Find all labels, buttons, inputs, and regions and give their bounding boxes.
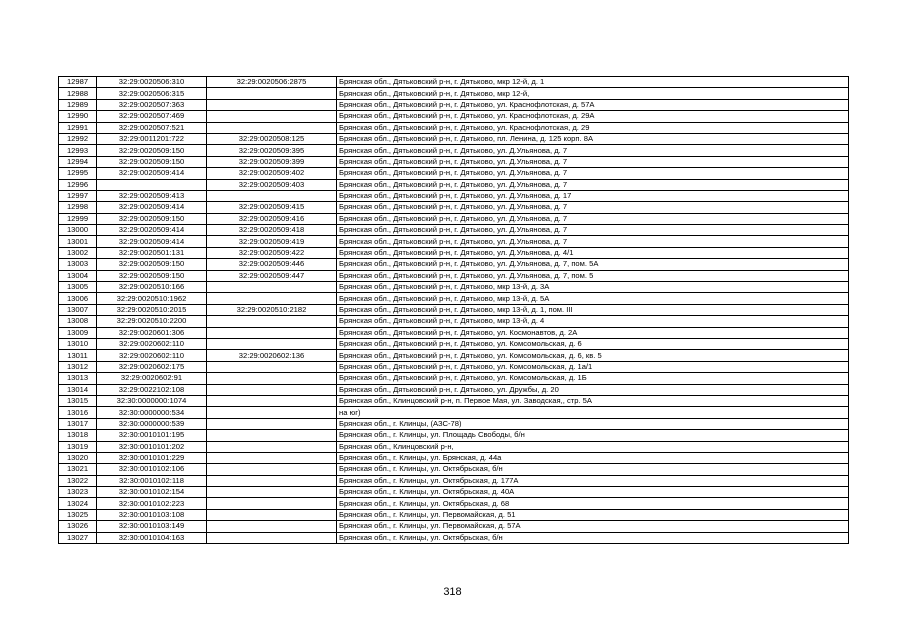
address-cell: Брянская обл., Дятьковский р-н, г. Дятьково, ул. Д.Ульянова, д. 7	[337, 145, 849, 156]
table-row	[59, 179, 849, 190]
page-number: 318	[443, 586, 462, 598]
cadastral-number-cell: 32:29:0020509:414	[97, 225, 207, 236]
row-number-cell: 13022	[59, 475, 97, 486]
address-cell: Брянская обл., Дятьковский р-н, г. Дятьково, ул. Космонавтов, д. 2А	[337, 327, 849, 338]
address-cell: Брянская обл., Дятьковский р-н, г. Дятьково, ул. Д.Ульянова, д. 17	[337, 190, 849, 201]
cadastral-number-linked-cell: 32:29:0020509:395	[207, 145, 337, 156]
cadastral-number-cell: 32:30:0010103:149	[97, 521, 207, 532]
table-row	[59, 509, 849, 520]
address-cell: Брянская обл., Дятьковский р-н, г. Дятьково, ул. Д.Ульянова, д. 7	[337, 225, 849, 236]
address-cell: Брянская обл., Клинцовский р-н, п. Первое Мая, ул. Заводская,, стр. 5А	[337, 395, 849, 406]
address-cell: Брянская обл., Дятьковский р-н, г. Дятьково, ул. Д.Ульянова, д. 7, пом. 5	[337, 270, 849, 281]
cadastral-number-linked-cell: 32:29:0020510:2182	[207, 304, 337, 315]
cadastral-number-cell: 32:29:0020602:110	[97, 350, 207, 361]
row-number-cell: 12988	[59, 88, 97, 99]
cadastral-number-cell: 32:29:0020510:2200	[97, 316, 207, 327]
cadastral-number-cell: 32:30:0010101:195	[97, 430, 207, 441]
cadastral-number-cell: 32:29:0020506:310	[97, 77, 207, 88]
address-cell: Брянская обл., Дятьковский р-н, г. Дятьково, ул. Комсомольская, д. 1Б	[337, 373, 849, 384]
table-row	[59, 487, 849, 498]
cadastral-number-cell: 32:29:0020602:91	[97, 373, 207, 384]
row-number-cell: 12997	[59, 190, 97, 201]
row-number-cell: 12990	[59, 111, 97, 122]
cadastral-number-linked-cell	[207, 122, 337, 133]
cadastral-number-cell: 32:29:0020509:414	[97, 236, 207, 247]
address-cell: Брянская обл., г. Клинцы, ул. Площадь Свободы, б/н	[337, 430, 849, 441]
address-cell: Брянская обл., Дятьковский р-н, г. Дятьково, ул. Краснофлотская, д. 29А	[337, 111, 849, 122]
table-row	[59, 373, 849, 384]
cadastral-number-cell: 32:29:0020602:175	[97, 361, 207, 372]
row-number-cell: 13000	[59, 225, 97, 236]
address-cell: Брянская обл., Дятьковский р-н, г. Дятьково, ул. Краснофлотская, д. 29	[337, 122, 849, 133]
cadastral-number-linked-cell	[207, 111, 337, 122]
address-cell: Брянская обл., Дятьковский р-н, г. Дятьково, мкр 13-й, д. 3А	[337, 282, 849, 293]
cadastral-number-linked-cell	[207, 88, 337, 99]
address-cell: Брянская обл., Дятьковский р-н, г. Дятьково, пл. Ленина, д. 125 корп. 8А	[337, 133, 849, 144]
row-number-cell: 13009	[59, 327, 97, 338]
row-number-cell: 13007	[59, 304, 97, 315]
cadastral-number-linked-cell: 32:29:0020509:416	[207, 213, 337, 224]
row-number-cell: 13020	[59, 452, 97, 463]
row-number-cell: 12989	[59, 99, 97, 110]
cadastral-number-linked-cell	[207, 384, 337, 395]
row-number-cell: 13003	[59, 259, 97, 270]
address-cell: Брянская обл., г. Клинцы, ул. Октябрьская, д. 40А	[337, 487, 849, 498]
address-cell: Брянская обл., г. Клинцы, ул. Первомайская, д. 51	[337, 509, 849, 520]
cadastral-number-linked-cell	[207, 452, 337, 463]
cadastral-number-cell: 32:29:0020507:363	[97, 99, 207, 110]
cadastral-number-cell: 32:29:0020509:150	[97, 145, 207, 156]
row-number-cell: 12998	[59, 202, 97, 213]
row-number-cell: 13010	[59, 338, 97, 349]
cadastral-number-linked-cell	[207, 99, 337, 110]
cadastral-number-linked-cell: 32:29:0020509:415	[207, 202, 337, 213]
row-number-cell: 13008	[59, 316, 97, 327]
cadastral-number-cell: 32:30:0010101:229	[97, 452, 207, 463]
table-row	[59, 168, 849, 179]
cadastral-number-linked-cell	[207, 293, 337, 304]
cadastral-number-linked-cell: 32:29:0020509:447	[207, 270, 337, 281]
cadastral-number-linked-cell: 32:29:0020509:446	[207, 259, 337, 270]
row-number-cell: 12995	[59, 168, 97, 179]
address-cell: Брянская обл., Дятьковский р-н, г. Дятьково, ул. Д.Ульянова, д. 7, пом. 5А	[337, 259, 849, 270]
table-row	[59, 99, 849, 110]
row-number-cell: 13012	[59, 361, 97, 372]
address-cell: Брянская обл., г. Клинцы, ул. Октябрьская, б/н	[337, 464, 849, 475]
row-number-cell: 13001	[59, 236, 97, 247]
address-cell: Брянская обл., Дятьковский р-н, г. Дятьково, ул. Д.Ульянова, д. 7	[337, 213, 849, 224]
cadastral-number-cell: 32:30:0010102:118	[97, 475, 207, 486]
table-row	[59, 304, 849, 315]
address-cell: Брянская обл., Клинцовский р-н,	[337, 441, 849, 452]
address-cell: Брянская обл., г. Клинцы, ул. Октябрьская, б/н	[337, 532, 849, 543]
table-row	[59, 111, 849, 122]
address-cell: Брянская обл., Дятьковский р-н, г. Дятьково, ул. Д.Ульянова, д. 7	[337, 156, 849, 167]
cadastral-number-cell: 32:30:0000000:1074	[97, 395, 207, 406]
cadastral-number-cell: 32:29:0020507:521	[97, 122, 207, 133]
table-row	[59, 498, 849, 509]
row-number-cell: 13026	[59, 521, 97, 532]
address-cell: Брянская обл., Дятьковский р-н, г. Дятьково, ул. Краснофлотская, д. 57А	[337, 99, 849, 110]
cadastral-number-cell: 32:29:0020509:150	[97, 156, 207, 167]
row-number-cell: 12993	[59, 145, 97, 156]
cadastral-number-linked-cell	[207, 190, 337, 201]
row-number-cell: 12991	[59, 122, 97, 133]
table-row	[59, 213, 849, 224]
table-row	[59, 418, 849, 429]
row-number-cell: 13016	[59, 407, 97, 418]
cadastral-number-cell	[97, 179, 207, 190]
cadastral-number-cell: 32:30:0010102:154	[97, 487, 207, 498]
address-cell: Брянская обл., Дятьковский р-н, г. Дятьково, ул. Комсомольская, д. 1а/1	[337, 361, 849, 372]
cadastral-number-linked-cell: 32:29:0020509:418	[207, 225, 337, 236]
cadastral-number-linked-cell: 32:29:0020509:399	[207, 156, 337, 167]
row-number-cell: 12994	[59, 156, 97, 167]
table-row	[59, 259, 849, 270]
cadastral-number-cell: 32:29:0020509:150	[97, 270, 207, 281]
cadastral-number-linked-cell	[207, 521, 337, 532]
cadastral-number-linked-cell	[207, 464, 337, 475]
address-cell: Брянская обл., Дятьковский р-н, г. Дятьково, ул. Д.Ульянова, д. 7	[337, 236, 849, 247]
cadastral-number-linked-cell	[207, 430, 337, 441]
cadastral-number-linked-cell	[207, 407, 337, 418]
table-row	[59, 384, 849, 395]
cadastral-number-cell: 32:29:0022102:108	[97, 384, 207, 395]
table-row	[59, 361, 849, 372]
table-row	[59, 327, 849, 338]
address-cell: Брянская обл., Дятьковский р-н, г. Дятьково, мкр 12-й, д. 1	[337, 77, 849, 88]
address-cell: Брянская обл., Дятьковский р-н, г. Дятьково, ул. Д.Ульянова, д. 7	[337, 179, 849, 190]
cadastral-number-cell: 32:29:0020509:150	[97, 259, 207, 270]
table-row	[59, 77, 849, 88]
cadastral-number-cell: 32:29:0020501:131	[97, 247, 207, 258]
table-row	[59, 452, 849, 463]
cadastral-number-cell: 32:29:0020509:150	[97, 213, 207, 224]
table-row	[59, 441, 849, 452]
table-row	[59, 407, 849, 418]
address-cell: Брянская обл., Дятьковский р-н, г. Дятьково, ул. Дружбы, д. 20	[337, 384, 849, 395]
row-number-cell: 13011	[59, 350, 97, 361]
table-row	[59, 316, 849, 327]
row-number-cell: 13025	[59, 509, 97, 520]
cadastral-number-linked-cell	[207, 316, 337, 327]
row-number-cell: 13014	[59, 384, 97, 395]
cadastral-number-cell: 32:29:0020506:315	[97, 88, 207, 99]
cadastral-number-linked-cell: 32:29:0020602:136	[207, 350, 337, 361]
cadastral-number-cell: 32:30:0010102:106	[97, 464, 207, 475]
cadastral-number-linked-cell: 32:29:0020509:422	[207, 247, 337, 258]
cadastral-number-linked-cell: 32:29:0020509:402	[207, 168, 337, 179]
cadastral-number-linked-cell	[207, 498, 337, 509]
cadastral-number-linked-cell	[207, 373, 337, 384]
cadastral-number-cell: 32:30:0010104:163	[97, 532, 207, 543]
row-number-cell: 13024	[59, 498, 97, 509]
table-row	[59, 350, 849, 361]
address-cell: Брянская обл., г. Клинцы, (АЗС-78)	[337, 418, 849, 429]
registry-table	[58, 76, 849, 544]
row-number-cell: 12992	[59, 133, 97, 144]
cadastral-number-cell: 32:30:0010102:223	[97, 498, 207, 509]
cadastral-number-linked-cell	[207, 361, 337, 372]
cadastral-number-linked-cell	[207, 487, 337, 498]
table-row	[59, 133, 849, 144]
row-number-cell: 13002	[59, 247, 97, 258]
cadastral-number-linked-cell: 32:29:0020509:419	[207, 236, 337, 247]
row-number-cell: 13013	[59, 373, 97, 384]
cadastral-number-cell: 32:29:0020510:166	[97, 282, 207, 293]
address-cell: Брянская обл., г. Клинцы, ул. Октябрьская, д. 68	[337, 498, 849, 509]
cadastral-number-cell: 32:30:0000000:539	[97, 418, 207, 429]
address-cell: Брянская обл., г. Клинцы, ул. Брянская, д. 44а	[337, 452, 849, 463]
table-row	[59, 293, 849, 304]
address-cell: Брянская обл., г. Клинцы, ул. Первомайская, д. 57А	[337, 521, 849, 532]
cadastral-number-cell: 32:29:0020601:306	[97, 327, 207, 338]
row-number-cell: 13019	[59, 441, 97, 452]
address-cell: Брянская обл., Дятьковский р-н, г. Дятьково, мкр 12-й,	[337, 88, 849, 99]
registry-table-body	[59, 77, 849, 544]
address-cell: на юг)	[337, 407, 849, 418]
cadastral-number-linked-cell	[207, 338, 337, 349]
cadastral-number-cell: 32:29:0020602:110	[97, 338, 207, 349]
table-row	[59, 282, 849, 293]
cadastral-number-linked-cell: 32:29:0020508:125	[207, 133, 337, 144]
address-cell: Брянская обл., Дятьковский р-н, г. Дятьково, мкр 13-й, д. 1, пом. III	[337, 304, 849, 315]
row-number-cell: 13005	[59, 282, 97, 293]
row-number-cell: 13027	[59, 532, 97, 543]
address-cell: Брянская обл., г. Клинцы, ул. Октябрьская, д. 177А	[337, 475, 849, 486]
row-number-cell: 12996	[59, 179, 97, 190]
cadastral-number-linked-cell	[207, 395, 337, 406]
address-cell: Брянская обл., Дятьковский р-н, г. Дятьково, ул. Комсомольская, д. 6	[337, 338, 849, 349]
address-cell: Брянская обл., Дятьковский р-н, г. Дятьково, ул. Д.Ульянова, д. 7	[337, 168, 849, 179]
cadastral-number-cell: 32:29:0011201:722	[97, 133, 207, 144]
cadastral-number-linked-cell	[207, 282, 337, 293]
address-cell: Брянская обл., Дятьковский р-н, г. Дятьково, мкр 13-й, д. 5А	[337, 293, 849, 304]
cadastral-number-cell: 32:29:0020510:1962	[97, 293, 207, 304]
table-row	[59, 521, 849, 532]
table-row	[59, 225, 849, 236]
cadastral-number-cell: 32:29:0020507:469	[97, 111, 207, 122]
cadastral-number-linked-cell	[207, 509, 337, 520]
table-row	[59, 532, 849, 543]
table-row	[59, 145, 849, 156]
cadastral-number-cell: 32:29:0020509:413	[97, 190, 207, 201]
cadastral-number-linked-cell	[207, 418, 337, 429]
row-number-cell: 13017	[59, 418, 97, 429]
row-number-cell: 13015	[59, 395, 97, 406]
table-row	[59, 464, 849, 475]
table-row	[59, 247, 849, 258]
table-row	[59, 122, 849, 133]
cadastral-number-cell: 32:30:0010103:108	[97, 509, 207, 520]
cadastral-number-cell: 32:29:0020509:414	[97, 168, 207, 179]
row-number-cell: 13018	[59, 430, 97, 441]
row-number-cell: 13004	[59, 270, 97, 281]
address-cell: Брянская обл., Дятьковский р-н, г. Дятьково, ул. Комсомольская, д. 6, кв. 5	[337, 350, 849, 361]
table-row	[59, 430, 849, 441]
address-cell: Брянская обл., Дятьковский р-н, г. Дятьково, ул. Д.Ульянова, д. 7	[337, 202, 849, 213]
cadastral-number-cell: 32:30:0000000:534	[97, 407, 207, 418]
table-row	[59, 156, 849, 167]
address-cell: Брянская обл., Дятьковский р-н, г. Дятьково, мкр 13-й, д. 4	[337, 316, 849, 327]
cadastral-number-linked-cell: 32:29:0020506:2875	[207, 77, 337, 88]
cadastral-number-linked-cell: 32:29:0020509:403	[207, 179, 337, 190]
table-row	[59, 270, 849, 281]
cadastral-number-linked-cell	[207, 327, 337, 338]
cadastral-number-cell: 32:30:0010101:202	[97, 441, 207, 452]
address-cell: Брянская обл., Дятьковский р-н, г. Дятьково, ул. Д.Ульянова, д. 4/1	[337, 247, 849, 258]
row-number-cell: 13021	[59, 464, 97, 475]
table-row	[59, 202, 849, 213]
row-number-cell: 12987	[59, 77, 97, 88]
cadastral-number-cell: 32:29:0020510:2015	[97, 304, 207, 315]
cadastral-number-cell: 32:29:0020509:414	[97, 202, 207, 213]
table-row	[59, 88, 849, 99]
table-row	[59, 190, 849, 201]
row-number-cell: 12999	[59, 213, 97, 224]
cadastral-number-linked-cell	[207, 475, 337, 486]
cadastral-number-linked-cell	[207, 532, 337, 543]
table-row	[59, 475, 849, 486]
row-number-cell: 13006	[59, 293, 97, 304]
cadastral-number-linked-cell	[207, 441, 337, 452]
row-number-cell: 13023	[59, 487, 97, 498]
table-row	[59, 338, 849, 349]
table-row	[59, 236, 849, 247]
table-row	[59, 395, 849, 406]
